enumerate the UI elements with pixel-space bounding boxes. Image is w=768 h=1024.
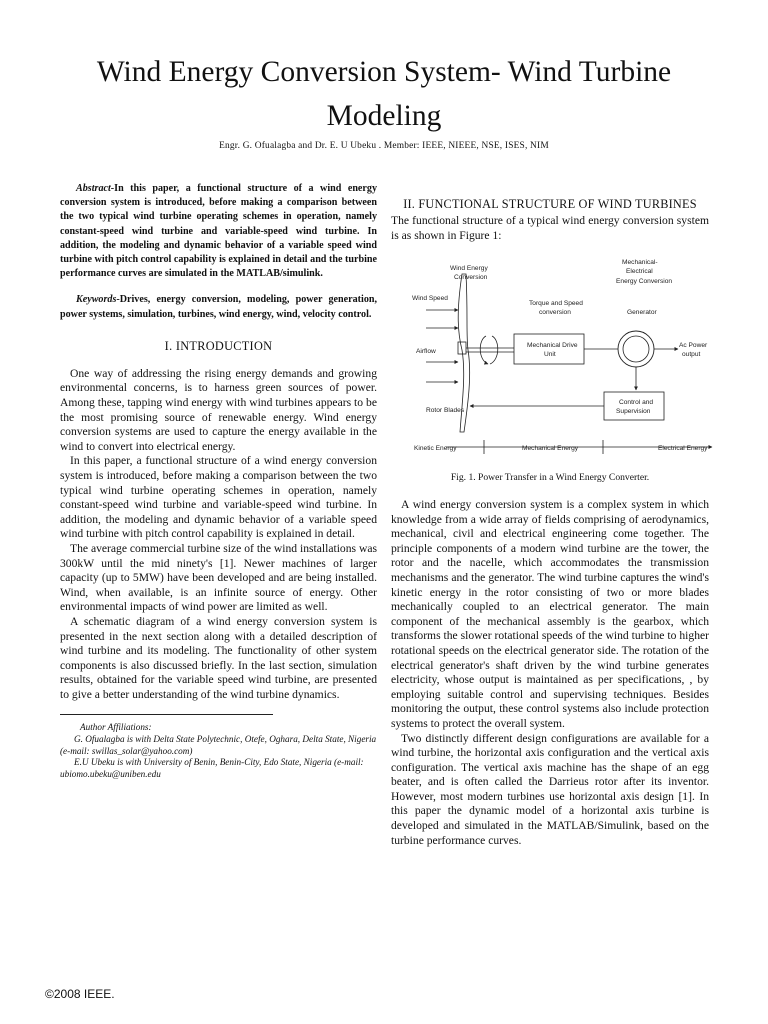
section2-intro: The functional structure of a typical wind energy conversion system is as shown in Figure 1: xyxy=(391,214,709,242)
section-heading-functional-structure: II. FUNCTIONAL STRUCTURE OF WIND TURBINES xyxy=(403,197,697,211)
figure-power-transfer-diagram xyxy=(396,254,718,464)
label-control-2: Supervision xyxy=(616,408,651,415)
rotation-arrow xyxy=(490,336,498,364)
label-rotor-blades: Rotor Blades xyxy=(426,407,465,414)
intro-paragraph: In this paper, a functional structure of a wind energy conversion system is introduced, before making a comparison between the two typical wind turbine operating schemes in operation, namely constant-speed wind turbine and variable-speed wind turbine. In addition, the modeling and dynamic behavior of a variable speed wind turbine with pitch control capability is explained in detail. xyxy=(60,454,377,541)
label-mechanical-energy: Mechanical Energy xyxy=(522,445,579,452)
label-kinetic-energy: Kinetic Energy xyxy=(414,445,457,452)
affiliation-line: G. Ofualagba is with Delta State Polytechnic, Otefe, Oghara, Delta State, Nigeria (e-mail: swillas_solar@yahoo.com) xyxy=(60,734,377,756)
control-supervision-box xyxy=(604,392,664,420)
label-mech-elec-2: Electrical xyxy=(626,268,653,275)
intro-paragraph: A schematic diagram of a wind energy conversion system is presented in the next section along with a detailed description of wind turbine and its modeling. The functionality of other system components is also discussed briefly. In the last section, simulation results, obtained for the variable speed wind turbine, are presented to give a better understanding of the wind turbine dynamics. xyxy=(60,614,377,701)
figure-caption: Fig. 1. Power Transfer in a Wind Energy Converter. xyxy=(450,472,650,483)
label-electrical-energy: Electrical Energy xyxy=(658,445,708,452)
label-ac-power: Ac Power xyxy=(679,342,708,349)
paper-title: Wind Energy Conversion System- Wind Turbine Modeling xyxy=(96,56,672,132)
left-column xyxy=(60,182,377,780)
label-wind-energy-conversion: Wind Energy xyxy=(450,265,488,272)
label-mech-elec: Mechanical- xyxy=(622,259,658,266)
right-column xyxy=(391,498,709,848)
footnote-divider xyxy=(60,714,273,715)
label-ac-power-2: output xyxy=(682,351,701,358)
label-wind-speed: Wind Speed xyxy=(412,295,448,302)
keywords-lead: Keywords xyxy=(76,294,117,306)
affiliations-title: Author Affiliations: xyxy=(80,722,152,733)
section2-paragraph: Two distinctly different design configurations are available for a wind turbine, the horizontal axis configuration and the vertical axis configuration. The vertical axis machine has the shape of an egg beater, and is often called the Darrieus rotor after its inventor. However, most modern turbines use horizontal axis design [1]. In this paper the dynamic model of a horizontal axis turbine is developed and simulated in the MATLAB/Simulink, based on the turbine performance curves. xyxy=(391,731,709,847)
section-heading-introduction: I. INTRODUCTION xyxy=(164,338,273,353)
label-airflow: Airflow xyxy=(416,348,436,355)
label-torque-speed-2: conversion xyxy=(539,309,571,316)
abstract xyxy=(60,182,377,281)
keywords xyxy=(60,293,377,321)
copyright-notice: ©2008 IEEE. xyxy=(45,987,115,1001)
label-mech-elec-3: Energy Conversion xyxy=(616,278,673,285)
intro-paragraph: One way of addressing the rising energy demands and growing environmental concerns, is to harness green sources of power. Among these, tapping wind energy with wind turbines appears to be the most promising source of renewable energy. Wind energy conversion systems are used to capture the energy available in the wind to convert into electrical energy. xyxy=(60,366,377,453)
mechanical-drive-unit xyxy=(514,334,584,364)
intro-paragraph: The average commercial turbine size of the wind installations was 300kW until the mid ninety's [1]. Newer machines of larger capacity (up to 5MW) have been developed and are being installed. Wind, when available, is an infinite source of energy. Other environmental impacts of wind power are limited as well. xyxy=(60,541,377,614)
affiliation-line: E.U Ubeku is with University of Benin, Benin-City, Edo State, Nigeria (e-mail: ubiomo.ubeku@uniben.edu xyxy=(60,757,364,779)
abstract-text: -In this paper, a functional structure of a wind energy conversion system is introduced, before making a comparison between the two typical wind turbine operating schemes in operation, namely constant-speed wind turbine and variable-speed wind turbine. In addition, the modeling and dynamic behavior of a variable speed wind turbine with pitch control capability is explained in detail and the turbine performance curves are simulated in the MATLAB/simulink. xyxy=(60,183,377,280)
label-mech-drive-2: Unit xyxy=(544,351,556,358)
label-generator: Generator xyxy=(627,309,657,316)
label-wind-energy-conversion-2: Conversion xyxy=(454,274,488,281)
abstract-lead: Abstract xyxy=(76,183,111,194)
label-torque-speed: Torque and Speed xyxy=(529,300,583,307)
keywords-text: -Drives, energy conversion, modeling, power generation, power systems, simulation, turbines, wind energy, wind, velocity control. xyxy=(60,294,377,320)
rotation-arrow xyxy=(480,336,488,364)
author-line: Engr. G. Ofualagba and Dr. E. U Ubeku . Member: IEEE, NIEEE, NSE, ISES, NIM xyxy=(219,141,549,151)
section2-paragraph: A wind energy conversion system is a complex system in which knowledge from a wide array of fields comprising of aerodynamics, mechanical, civil and electrical engineering come together. The principle components of a modern wind turbine are the tower, the rotor and the nacelle, which accommodates the transmission mechanisms and the generator. The wind turbine captures the wind's kinetic energy in the rotor consisting of two or more blades mechanically coupled to an electrical generator. The main component of the mechanical assembly is the gearbox, which transforms the slower rotational speeds of the wind turbine to higher rotational speeds on the electrical generator side. The rotation of the electrical generator's shaft driven by the wind turbine generates electricity, whose output is maintained as per specifications, , by employing suitable control and supervising techniques. Besides monitoring the output, these control systems also include protection systems to protect the overall system. xyxy=(391,498,709,730)
label-mech-drive: Mechanical Drive xyxy=(527,342,578,349)
generator-inner xyxy=(623,336,649,362)
label-control: Control and xyxy=(619,399,654,406)
